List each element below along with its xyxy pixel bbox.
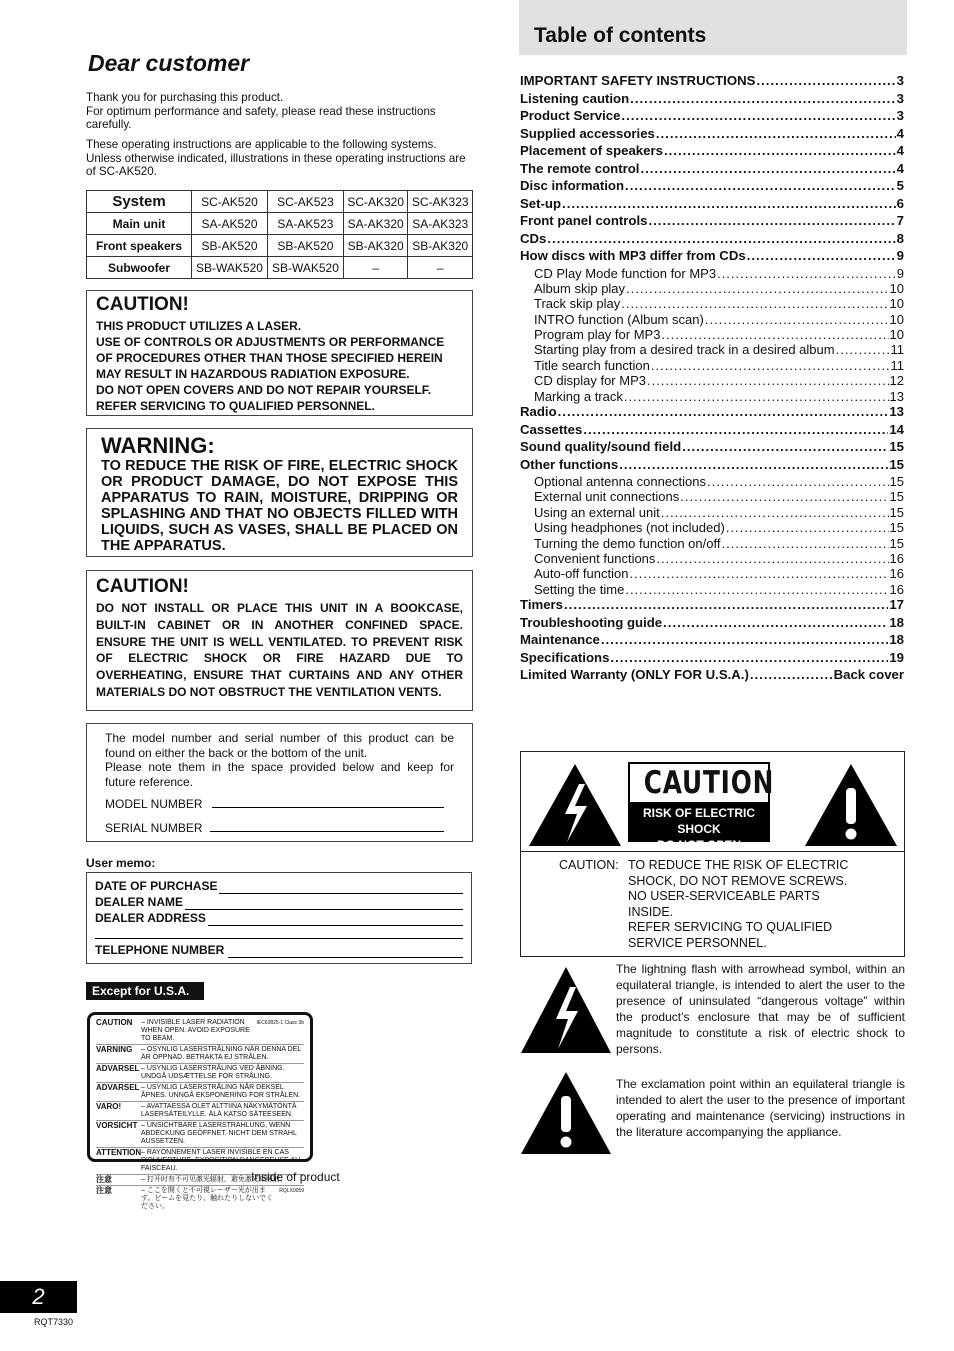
toc-leader-dots: [558, 404, 889, 419]
caution-line: REFER SERVICING TO QUALIFIED: [628, 920, 833, 934]
toc-entry: [520, 597, 904, 615]
toc-entry-page: 12: [889, 373, 904, 389]
table-cell: Front speakers: [87, 235, 192, 257]
toc-entry-page: 10: [889, 280, 904, 296]
caution-sign-sub1: RISK OF ELECTRIC SHOCK: [642, 806, 755, 836]
table-cell: SB-AK520: [192, 235, 268, 257]
toc-entry: [520, 178, 904, 196]
toc-leader-dots: [651, 358, 890, 373]
table-cell: SA-AK520: [192, 213, 268, 235]
table-row: [87, 257, 473, 279]
caution-sign-sub2: DO NOT OPEN: [656, 838, 741, 852]
intro-paragraph-1: Thank you for purchasing this product. For optimum performance and safety, please read these instructions carefully.: [86, 91, 436, 132]
toc-entry: [520, 650, 904, 668]
caution-line: INSIDE.: [628, 904, 674, 919]
memo-telephone-label: TELEPHONE NUMBER: [95, 943, 225, 957]
toc-entry-title: Placement of speakers: [520, 143, 663, 158]
warning-text: TO REDUCE THE RISK OF FIRE, ELECTRIC SHOCK OR PRODUCT DAMAGE, DO NOT EXPOSE THIS APPARATUS TO RAIN, MOISTURE, DRIPPING OR SPLASHING AND THAT NO OBJECTS FILLED WITH LIQUIDS, SUCH AS VASES, SHALL BE PLACED ON THE APPARATUS.: [101, 458, 458, 554]
toc-entry-title: Using an external unit: [534, 504, 660, 520]
toc-entry-title: How discs with MP3 differ from CDs: [520, 248, 746, 263]
toc-entry: [520, 457, 904, 475]
toc-entry-page: 15: [889, 504, 904, 520]
label-key: CAUTION: [96, 1018, 133, 1027]
label-row: [96, 1121, 304, 1148]
toc-entry-title: Front panel controls: [520, 213, 648, 228]
toc-entry-title: Starting play from a desired track in a desired album: [534, 342, 835, 358]
toc-entry-page: 15: [889, 456, 904, 472]
toc-entry-page: 18: [889, 614, 904, 630]
memo-row: [95, 910, 463, 926]
toc-entry: [520, 281, 904, 296]
caution-text: DO NOT INSTALL OR PLACE THIS UNIT IN A BOOKCASE, BUILT-IN CABINET OR IN ANOTHER CONFINED SPACE. ENSURE THE UNIT IS WELL VENTILATED. TO PREVENT RISK OF ELECTRIC SHOCK OR FIRE HAZARD DUE TO OVERHEATING, ENSURE THAT CURTAINS AND ANY OTHER MATERIALS DO NOT OBSTRUCT THE VENTILATION VENTS.: [96, 601, 463, 699]
toc-entry-title: Auto-off function: [534, 566, 629, 582]
memo-row: [95, 942, 463, 958]
toc-leader-dots: [621, 108, 895, 123]
label-key: 注意: [96, 1186, 112, 1195]
table-cell: System: [87, 191, 192, 213]
toc-entry-title: CD Play Mode function for MP3: [534, 265, 717, 281]
toc-leader-dots: [625, 582, 888, 597]
toc-entry: [520, 404, 904, 422]
toc-entry-title: External unit connections: [534, 489, 680, 505]
toc-entry-title: Specifications: [520, 649, 610, 665]
memo-row: [95, 894, 463, 910]
table-cell: SC-AK523: [267, 191, 343, 213]
model-number-line: [212, 807, 444, 808]
caution-line: SHOCK, DO NOT REMOVE SCREWS.: [628, 873, 848, 888]
table-cell: SA-AK523: [267, 213, 343, 235]
toc-entry: [520, 520, 904, 535]
memo-dealer-name-label: DEALER NAME: [95, 895, 184, 909]
toc-entry-title: Cassettes: [520, 421, 583, 437]
caution-panel-text: [628, 858, 848, 951]
toc-entry-page: 16: [889, 566, 904, 582]
toc-entry-page: 17: [889, 597, 904, 613]
lightning-symbol-icon: [519, 965, 613, 1055]
toc-leader-dots: [624, 389, 889, 404]
page-title: Dear customer: [88, 50, 250, 76]
label-key: VARO!: [96, 1102, 122, 1111]
toc-entry: [520, 551, 904, 566]
table-cell: –: [343, 257, 408, 279]
toc-leader-dots: [664, 143, 896, 158]
toc-entry-page: 16: [889, 550, 904, 566]
toc-entry-title: Timers: [520, 597, 564, 613]
table-cell: SC-AK520: [192, 191, 268, 213]
toc-entry-title: Maintenance: [520, 632, 600, 648]
toc-leader-dots: [648, 213, 895, 228]
label-text: – AVATTAESSA OLET ALTTIINA NÄKYMÄTÖNTÄ LASERSÄTEILYLLE. ÄLÄ KATSO SÄTEESEEN.: [141, 1103, 297, 1118]
model-number-row: [105, 797, 454, 812]
toc-entry-page: 15: [889, 520, 904, 536]
user-memo-box: [86, 872, 472, 964]
toc-entry-page: 13: [889, 404, 904, 420]
toc-leader-dots: [647, 373, 889, 388]
label-row: [96, 1083, 304, 1102]
toc-entry: [520, 213, 904, 231]
toc-leader-dots: [640, 161, 895, 176]
toc-leader-dots: [629, 566, 888, 581]
toc-entry-page: 14: [889, 421, 904, 437]
toc-entry-title: Using headphones (not included): [534, 520, 725, 536]
toc-entry-title: Program play for MP3: [534, 327, 661, 343]
label-text: – UNSICHTBARE LASERSTRAHLUNG, WENN ABDECKUNG GEÖFFNET. NICHT DEM STRAHL AUSSETZEN.: [141, 1122, 297, 1145]
memo-date-label: DATE OF PURCHASE: [95, 879, 218, 893]
toc-entry: [520, 327, 904, 342]
exclamation-symbol-icon: [519, 1070, 613, 1156]
toc-leader-dots: [547, 231, 895, 246]
toc-leader-dots: [601, 632, 888, 647]
toc-entry-title: Marking a track: [534, 388, 623, 404]
document-code: RQT7330: [34, 1317, 74, 1327]
toc-leader-dots: [747, 248, 896, 263]
toc-entry-title: Disc information: [520, 178, 625, 193]
warning-box: [86, 428, 473, 557]
caution-line: TO REDUCE THE RISK OF ELECTRIC: [628, 858, 849, 872]
toc-entry-page: 4: [896, 160, 904, 176]
toc-leader-dots: [562, 196, 896, 211]
toc-entry-page: 4: [896, 125, 904, 141]
table-cell: –: [408, 257, 473, 279]
toc-entry-page: 10: [889, 311, 904, 327]
toc-entry-title: Listening caution: [520, 90, 630, 106]
toc-entry-page: 9: [896, 265, 904, 281]
exclamation-warning-icon: [803, 762, 899, 848]
toc-leader-dots: [707, 474, 889, 489]
toc-entry-page: 13: [889, 388, 904, 404]
table-cell: SA-AK320: [343, 213, 408, 235]
toc-leader-dots: [621, 296, 888, 311]
toc-entry-title: The remote control: [520, 160, 640, 176]
toc-leader-dots: [564, 597, 888, 612]
exclamation-symbol-text: The exclamation point within an equilateral triangle is intended to alert the user to the presence of important operating and maintenance (servicing) instructions in the literature accompanying the appliance.: [616, 1077, 905, 1139]
label-text: – INVISIBLE LASER RADIATION WHEN OPEN. AVOID EXPOSURE TO BEAM.: [141, 1019, 250, 1042]
table-cell: SB-WAK520: [267, 257, 343, 279]
label-key: ADVARSEL: [96, 1064, 140, 1073]
toc-entry: [520, 143, 904, 161]
toc-entry-page: 6: [896, 195, 904, 211]
toc-entry-title: Track skip play: [534, 296, 621, 312]
caution-line: SERVICE PERSONNEL.: [628, 935, 767, 950]
label-key: 注意: [96, 1175, 112, 1184]
divider: [521, 851, 904, 852]
label-text: – RAYONNEMENT LASER INVISIBLE EN CAS D'OUVERTURE. EXPOSITION DANGEREUSE AU FAISCEAU.: [141, 1149, 301, 1172]
except-usa-badge: Except for U.S.A.: [86, 982, 204, 1000]
toc-entry-title: Optional antenna connections: [534, 474, 707, 490]
toc-leader-dots: [750, 667, 833, 682]
label-text: – ここを開くと不可視レーザー光が出ます。ビームを見たり、触れたりしないでください。: [141, 1187, 274, 1210]
caution-line: DO NOT OPEN COVERS AND DO NOT REPAIR YOURSELF. REFER SERVICING TO QUALIFIED PERSONNEL.: [96, 383, 432, 413]
serial-number-label: SERIAL NUMBER: [105, 820, 203, 835]
toc-entry: [520, 632, 904, 650]
toc-entry-title: Troubleshooting guide: [520, 614, 663, 630]
toc-leader-dots: [625, 178, 896, 193]
toc-entry-title: INTRO function (Album scan): [534, 311, 704, 327]
toc-leader-dots: [836, 342, 890, 357]
toc-entry-page: 15: [889, 439, 904, 455]
toc-leader-dots: [661, 505, 889, 520]
label-key: VARNING: [96, 1045, 133, 1054]
toc-entry-page: 11: [890, 357, 904, 373]
table-row: [87, 191, 473, 213]
serial-number-row: [105, 821, 454, 836]
table-cell: SB-AK320: [343, 235, 408, 257]
toc-leader-dots: [756, 73, 895, 88]
toc-entry: [520, 108, 904, 126]
toc-entry: [520, 667, 904, 685]
toc-entry-page: 3: [896, 90, 904, 106]
serial-number-line: [210, 831, 444, 832]
toc-entry-page: 3: [896, 73, 904, 88]
table-row: [87, 213, 473, 235]
toc-entry: [520, 389, 904, 404]
toc-leader-dots: [610, 650, 888, 665]
toc-leader-dots: [721, 536, 888, 551]
toc-entry-page: 3: [896, 108, 904, 123]
toc-leader-dots: [680, 489, 888, 504]
toc-entry: [520, 91, 904, 109]
toc-entry: [520, 358, 904, 373]
toc-leader-dots: [656, 551, 888, 566]
caution-line: THIS PRODUCT UTILIZES A LASER.: [96, 319, 302, 333]
memo-line: [95, 926, 463, 939]
caution-sign-word: CAUTION: [643, 765, 775, 801]
table-cell: SC-AK323: [408, 191, 473, 213]
toc-entry-title: CD display for MP3: [534, 373, 646, 389]
table-cell: Subwoofer: [87, 257, 192, 279]
caution-title: CAUTION!: [96, 294, 189, 315]
toc-entry-page: 15: [889, 535, 904, 551]
laser-caution-box: [86, 290, 473, 416]
toc-entry-title: Convenient functions: [534, 550, 656, 566]
systems-table: [86, 190, 473, 279]
label-text: – OSYNLIG LASERSTRÅLNING NÄR DENNA DEL ÄR ÖPPNAD. BETRAKTA EJ STRÅLEN.: [141, 1046, 302, 1061]
toc-entry-title: Turning the demo function on/off: [534, 535, 721, 551]
toc-entry-page: 16: [889, 581, 904, 597]
toc-leader-dots: [619, 457, 888, 472]
toc-entry: [520, 73, 904, 91]
label-key: ATTENTION: [96, 1148, 142, 1157]
lightning-symbol-text: The lightning flash with arrowhead symbol, within an equilateral triangle, is intended to alert the user to the presence of uninsulated “dangerous voltage” within the product’s enclosure that may be of sufficient magnitude to constitute a risk of electric shock to persons.: [616, 962, 905, 1056]
toc-entry-title: Setting the time: [534, 581, 625, 597]
table-cell: SB-AK520: [267, 235, 343, 257]
user-memo-label: User memo:: [86, 856, 156, 870]
toc-entry-page: 15: [889, 474, 904, 490]
toc-entry: [520, 342, 904, 357]
toc-entry: [520, 422, 904, 440]
toc-entry: [520, 248, 904, 266]
toc-entry-page: 10: [889, 327, 904, 343]
toc-header: [519, 0, 907, 55]
toc-leader-dots: [630, 91, 895, 106]
toc-entry: [520, 582, 904, 597]
toc-entry-page: 5: [896, 178, 904, 193]
table-cell: SB-AK320: [408, 235, 473, 257]
memo-row: [95, 878, 463, 894]
toc-entry-page: 10: [889, 296, 904, 312]
lightning-warning-icon: [527, 762, 623, 848]
model-serial-box: [86, 723, 473, 842]
toc-entry: [520, 161, 904, 179]
toc-leader-dots: [682, 439, 888, 454]
memo-line: [228, 942, 463, 958]
ventilation-caution-box: [86, 570, 473, 711]
table-row: [87, 235, 473, 257]
memo-line: [219, 878, 463, 894]
toc-entry-page: 7: [896, 213, 904, 228]
toc-leader-dots: [656, 126, 896, 141]
toc-entry: [520, 536, 904, 551]
toc-entry: [520, 196, 904, 214]
toc-entry-title: Product Service: [520, 108, 621, 123]
label-text: – USYNLIG LASERSTRÅLING NÅR DEKSEL ÅPNES. UNNGÅ EKSPONERING FOR STRÅLEN.: [141, 1084, 301, 1099]
toc-entry-title: Limited Warranty (ONLY FOR U.S.A.): [520, 667, 749, 683]
toc-entry-page: 18: [889, 632, 904, 648]
caution-panel-label: CAUTION:: [559, 858, 619, 872]
toc-entry: [520, 505, 904, 520]
label-key: VORSICHT: [96, 1121, 138, 1130]
memo-line: [208, 910, 463, 926]
toc-entry: [520, 474, 904, 489]
toc-entry: [520, 296, 904, 311]
toc-entry-title: Supplied accessories: [520, 125, 655, 141]
toc-entry-page: 9: [896, 248, 904, 263]
memo-dealer-address-label: DEALER ADDRESS: [95, 911, 206, 925]
label-code: IEC60825-1 Class 3b: [256, 1020, 304, 1026]
label-row: [96, 1045, 304, 1064]
toc-entry: [520, 126, 904, 144]
toc-entry-title: Album skip play: [534, 280, 626, 296]
toc-entry: [520, 373, 904, 388]
model-number-label: MODEL NUMBER: [105, 797, 203, 812]
toc-entry-page: 11: [890, 342, 904, 358]
toc-entry-title: CDs: [520, 230, 547, 246]
label-row: [96, 1064, 304, 1083]
toc-entry-title: Title search function: [534, 357, 650, 373]
toc-entry-page: 8: [896, 230, 904, 246]
toc-entry: [520, 266, 904, 281]
intro-paragraph-2: These operating instructions are applicable to the following systems. Unless otherwise indicated, illustrations in these operating instructions are of SC-AK520.: [86, 138, 466, 179]
label-row: [96, 1102, 304, 1121]
toc-entry-page: Back cover: [833, 667, 904, 683]
toc-entry-page: 19: [889, 649, 904, 665]
caution-line: USE OF CONTROLS OR ADJUSTMENTS OR PERFORMANCE OF PROCEDURES OTHER THAN THOSE SPECIFIED HEREIN MAY RESULT IN HAZARDOUS RADIATION EXPOSURE.: [96, 335, 445, 381]
toc-entry: [520, 231, 904, 249]
toc-leader-dots: [726, 520, 889, 535]
caution-sign: [628, 762, 775, 852]
toc-entry-title: IMPORTANT SAFETY INSTRUCTIONS: [520, 73, 756, 88]
toc-leader-dots: [626, 281, 888, 296]
toc-entry: [520, 439, 904, 457]
table-cell: SA-AK323: [408, 213, 473, 235]
toc-entry-title: Other functions: [520, 456, 619, 472]
memo-line: [185, 894, 463, 910]
toc-leader-dots: [583, 422, 888, 437]
toc-leader-dots: [717, 266, 896, 281]
toc-entry: [520, 615, 904, 633]
toc-entry-title: Radio: [520, 404, 557, 420]
toc-entry: [520, 566, 904, 581]
label-key: ADVARSEL: [96, 1083, 140, 1092]
toc-leader-dots: [705, 312, 889, 327]
table-of-contents: [520, 73, 904, 685]
toc-entry-page: 15: [889, 489, 904, 505]
toc-entry-title: Set-up: [520, 195, 562, 211]
label-text: – USYNLIG LASERSTRÅLING VED ÅBNING. UNDGÅ UDSÆTTELSE FOR STRÅLING.: [141, 1065, 285, 1080]
table-cell: Main unit: [87, 213, 192, 235]
toc-entry-page: 4: [896, 143, 904, 158]
model-box-text: The model number and serial number of this product can be found on either the back or the bottom of the unit. Please note them in the space provided below and keep for future reference.: [105, 731, 454, 789]
toc-leader-dots: [663, 615, 888, 630]
toc-leader-dots: [661, 327, 888, 342]
table-cell: SC-AK320: [343, 191, 408, 213]
label-row: [96, 1018, 304, 1045]
toc-entry: [520, 312, 904, 327]
label-row: [96, 1186, 304, 1212]
toc-title: Table of contents: [534, 24, 707, 47]
electric-shock-caution-panel: [520, 751, 905, 957]
caution-title: CAUTION!: [96, 576, 189, 597]
label-text: – 打开时有不可见激光辐射，避免激光束照射。: [141, 1176, 287, 1183]
label-code: RQLX0059: [279, 1188, 304, 1194]
inside-product-caption: Inside of product: [251, 1170, 340, 1184]
warning-title: WARNING:: [101, 433, 215, 458]
caution-line: NO USER-SERVICEABLE PARTS: [628, 889, 820, 903]
toc-entry-title: Sound quality/sound field: [520, 439, 682, 455]
table-cell: SB-WAK520: [192, 257, 268, 279]
toc-entry: [520, 489, 904, 504]
page-number: 2: [0, 1281, 77, 1313]
